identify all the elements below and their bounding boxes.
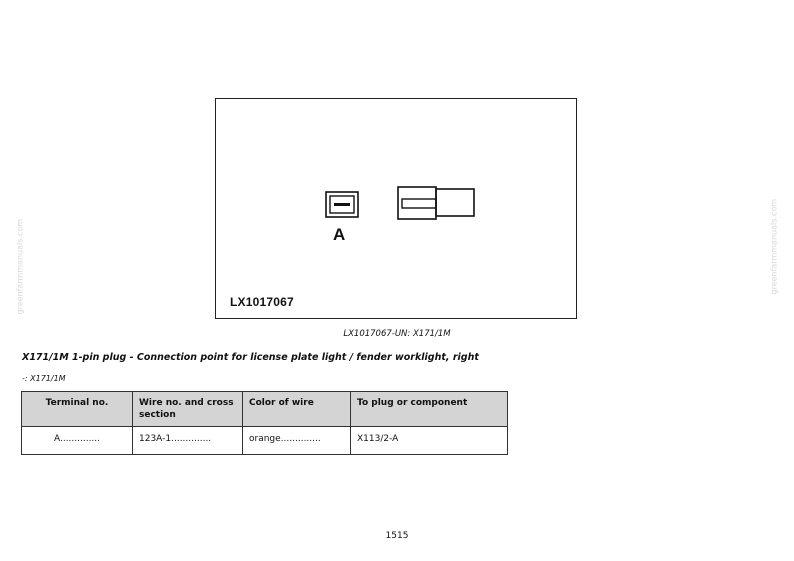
figure-caption: LX1017067-UN: X171/1M	[343, 329, 451, 339]
page-number: 1515	[385, 531, 409, 541]
watermark-right: greenfarmmanuals.com	[769, 198, 779, 295]
cell-wire-no: 123A-1..............	[133, 427, 243, 455]
terminal-table	[21, 391, 508, 455]
connector-figure	[215, 98, 577, 319]
figure-id: LX1017067	[230, 295, 294, 309]
header-terminal-no: Terminal no.	[22, 392, 133, 427]
plug-body-left	[398, 187, 436, 219]
cell-wire-color: orange..............	[243, 427, 351, 455]
cell-terminal-no: A..............	[22, 427, 133, 455]
plug-slot	[402, 199, 436, 208]
header-wire-color: Color of wire	[243, 392, 351, 427]
header-to-plug: To plug or component	[351, 392, 508, 427]
table-header-row	[22, 392, 508, 427]
section-heading: X171/1M 1-pin plug - Connection point for license plate light / fender worklight, right	[22, 352, 479, 363]
plug-body-right	[436, 189, 474, 216]
connector-drawing	[216, 99, 578, 320]
pin-label-a: A	[333, 225, 346, 244]
pin-contact	[334, 203, 350, 206]
sub-note: -: X171/1M	[22, 374, 66, 383]
cell-to-plug: X113/2-A	[351, 427, 508, 455]
watermark-left: greenfarmmanuals.com	[15, 218, 25, 315]
table-row	[22, 427, 508, 455]
header-wire-no: Wire no. and cross section	[133, 392, 243, 427]
